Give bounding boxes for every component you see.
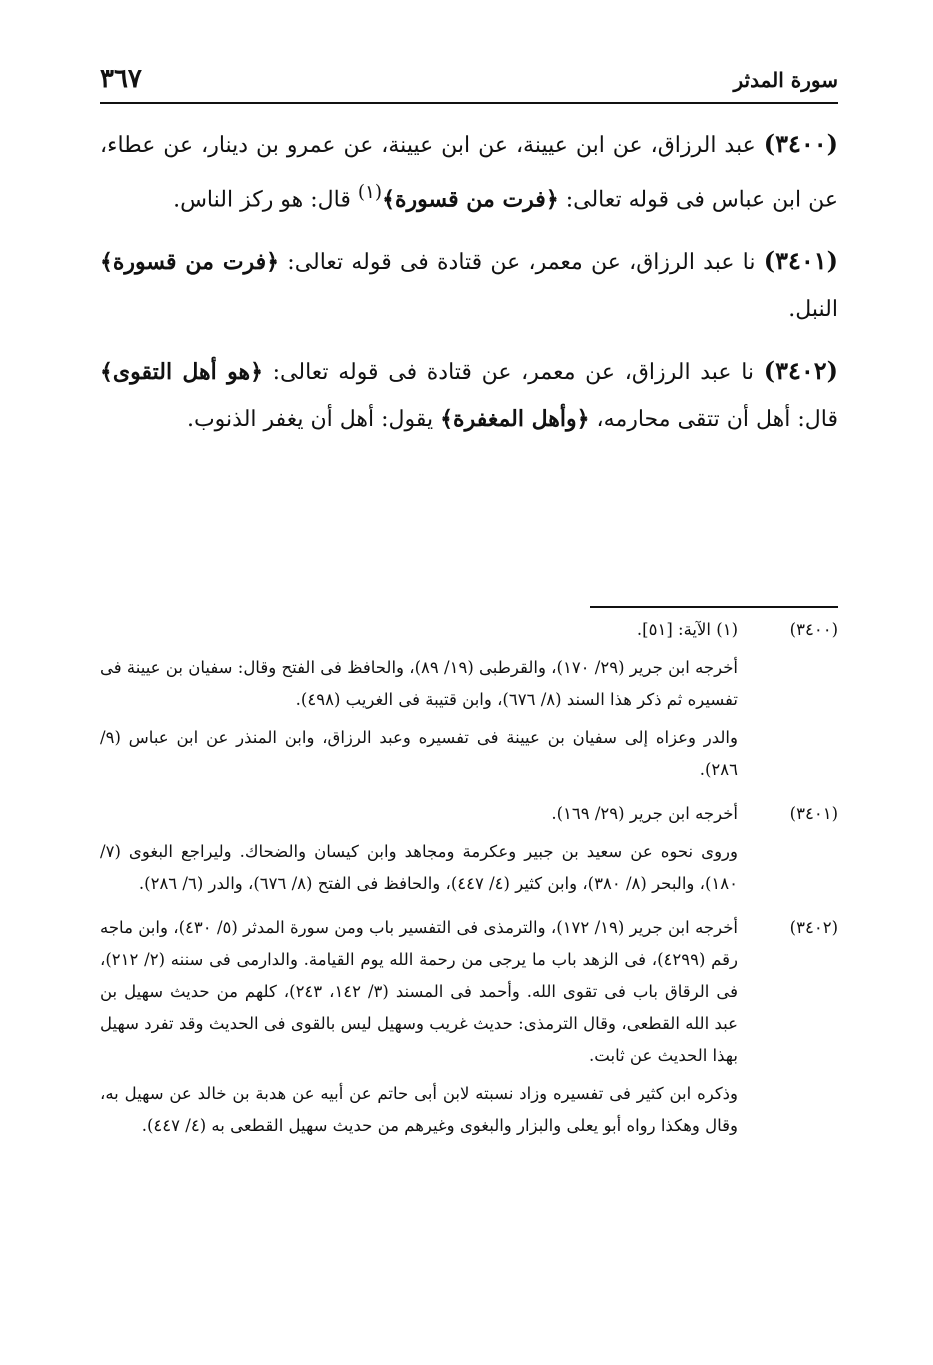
footnotes (100, 614, 838, 1154)
footnote-body (100, 912, 738, 1148)
entry-number: (٣٤٠١) (763, 246, 838, 276)
footnote-body (100, 798, 738, 906)
footnote-paragraph: أخرجه ابن جرير (٢٩/ ١٧٠)، والقرطبى (١٩/ ٨٩)، والحافظ فى الفتح وقال: سفيان بن عيينة فى تفسيره ثم ذكر هذا السند (٨/ ٦٧٦)، وابن قتيبة فى الغريب (٤٩٨). (100, 658, 738, 709)
footnote-ref: (١) (357, 182, 383, 203)
footnote-paragraph: وذكره ابن كثير فى تفسيره وزاد نسبته لابن أبى حاتم عن أبيه عن هدبة بن خالد عن سهيل به، وقال وهكذا رواه أبو يعلى والبزار والبغوى وغيرهم من حديث سهيل القطعى به (٤/ ٤٤٧). (100, 1084, 738, 1135)
footnote-first-line: أخرجه ابن جرير (٢٩/ ١٦٩). (551, 804, 738, 823)
footnote-divider (590, 606, 838, 608)
entry-number: (٣٤٠٠) (763, 129, 838, 158)
footnote-paragraph: أخرجه ابن جرير (١٩/ ١٧٢)، والترمذى فى التفسير باب ومن سورة المدثر (٥/ ٤٣٠)، وابن ماجه رقم (٤٢٩٩)، فى الزهد باب ما يرجى من رحمة الله يوم القيامة. والدارمى فى سننه (٢/ ٢١٢)، فى الرقاق باب فى تقوى الله. وأحمد فى المسند (٣/ ١٤٢، ٢٤٣)، كلهم من حديث سهيل بن عبد الله القطعى، وقال الترمذى: حديث غريب وسهيل ليس بالقوى فى الحديث وقد تفرد سهيل بهذا الحديث عن ثابت. (100, 918, 739, 1065)
quran-verse: ﴿وأهل المغفرة﴾ (440, 406, 590, 433)
page-number: ٣٦٧ (100, 64, 142, 94)
footnote-number: (٣٤٠٢) (789, 918, 838, 937)
hadith-entry-3402 (100, 347, 838, 443)
entry-text: قال: أهل أن تتقى محارمه، (596, 407, 838, 433)
footnote-number: (٣٤٠١) (789, 804, 838, 823)
footnote-3400 (100, 614, 838, 792)
entry-text: نا عبد الرزاق، عن معمر، عن قتادة فى قوله تعالى: (287, 250, 756, 276)
quran-verse: ﴿هو أهل التقوى﴾ (100, 359, 263, 386)
footnote-body (100, 614, 738, 792)
footnote-3401 (100, 798, 838, 906)
entry-number: (٣٤٠٢) (763, 356, 838, 386)
entry-text: يقول: أهل أن يغفر الذنوب. (186, 407, 434, 433)
footnote-number: (٣٤٠٠) (789, 620, 838, 639)
surah-title: سورة المدثر (733, 68, 838, 92)
page-header (100, 64, 838, 104)
main-text (100, 120, 838, 457)
quran-verse: ﴿فرت من قسورة﴾ (382, 186, 559, 213)
quran-verse: ﴿فرت من قسورة﴾ (100, 249, 280, 276)
hadith-entry-3401 (100, 237, 838, 333)
entry-text: نا عبد الرزاق، عن معمر، عن قتادة فى قوله تعالى: (272, 360, 755, 386)
entry-text: النبل. (788, 297, 838, 323)
footnote-paragraph: وروى نحوه عن سعيد بن جبير وعكرمة ومجاهد وابن كيسان والضحاك. وليراجع البغوى (٧/ ١٨٠)، والبحر (٨/ ٣٨٠)، وابن كثير (٤/ ٤٤٧)، والحافظ فى الفتح (٨/ ٦٧٦)، والدر (٦/ ٢٨٦). (100, 842, 738, 893)
hadith-entry-3400 (100, 120, 838, 223)
footnote-paragraph: والدر وعزاه إلى سفيان بن عيينة فى تفسيره وعبد الرزاق، وابن المنذر عن ابن عباس (٩/ ٢٨٦). (100, 728, 738, 779)
entry-text: عبد الرزاق، عن ابن عيينة، عن ابن عيينة، عن عمرو بن دينار، عن عطاء، عن ابن عباس فى قوله تعالى: (100, 133, 838, 213)
entry-text: قال: هو ركز الناس. (173, 187, 351, 213)
footnote-first-line: (١) الآية: [٥١]. (636, 620, 738, 639)
footnote-3402 (100, 912, 838, 1148)
